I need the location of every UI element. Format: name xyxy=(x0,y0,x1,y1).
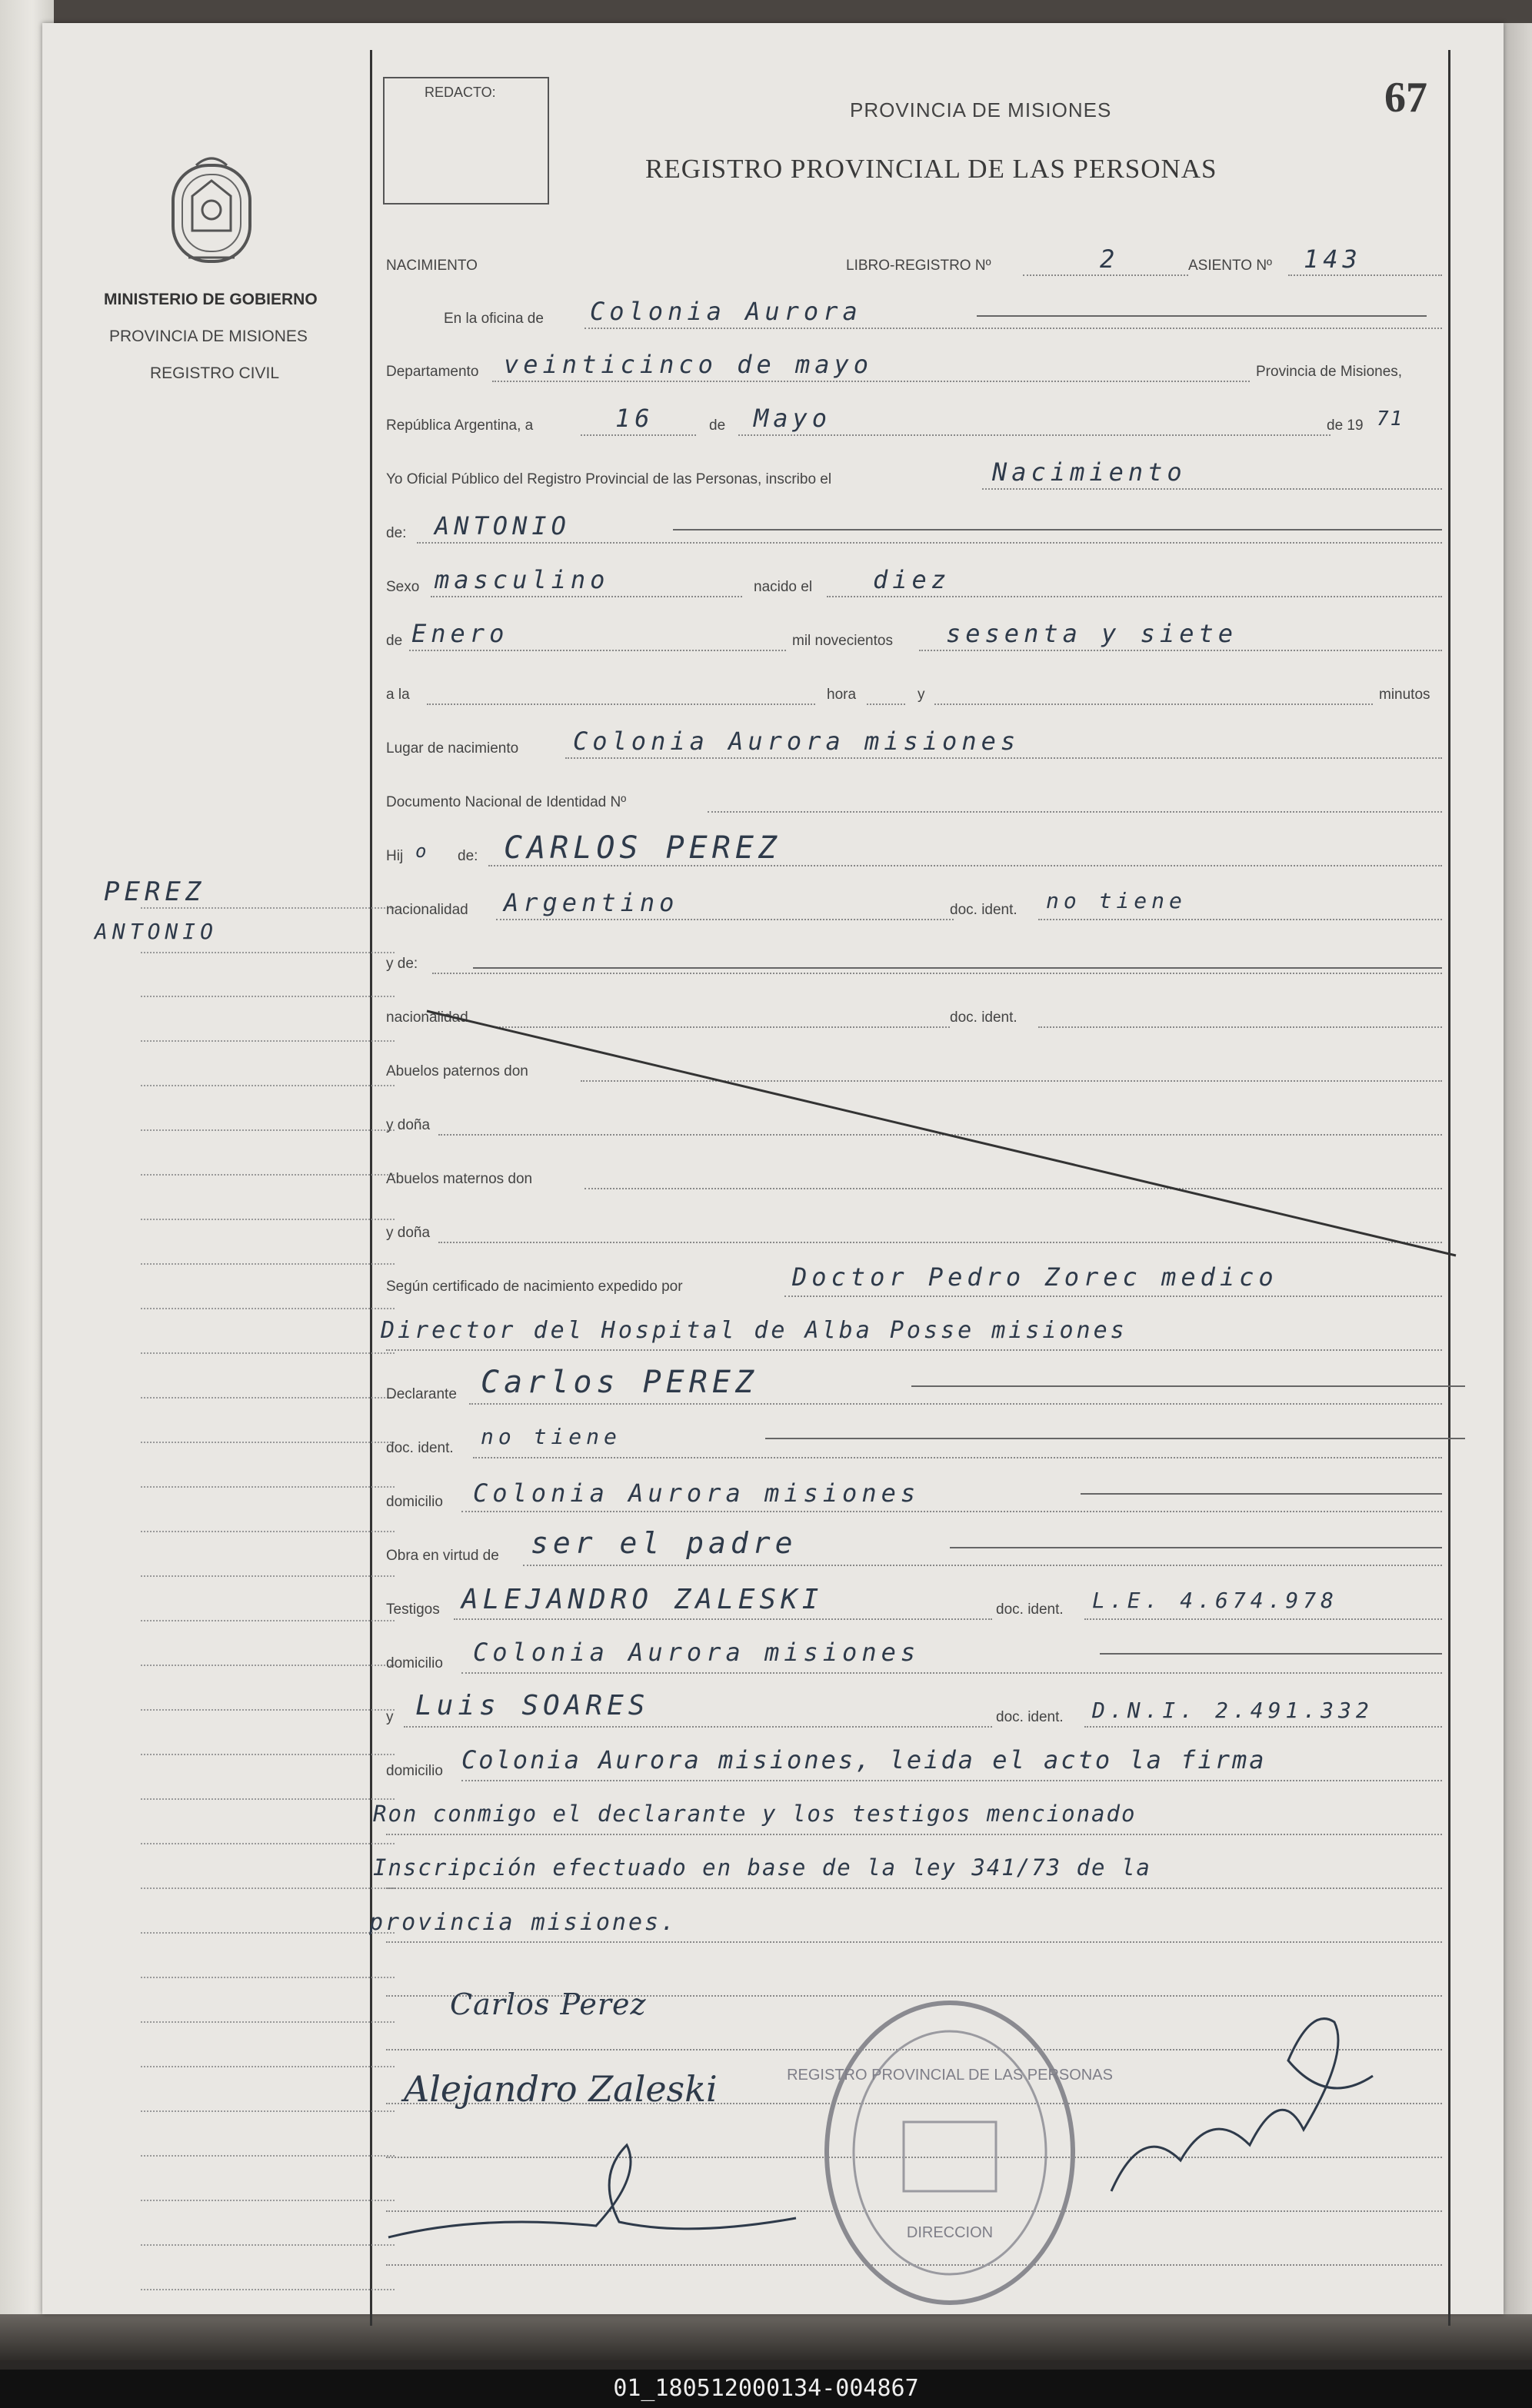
testigo1-doc-dotline xyxy=(1084,1618,1442,1620)
domicilio3-label: domicilio xyxy=(386,1763,443,1779)
document-sheet xyxy=(42,23,1504,2314)
departamento-value: veinticinco de mayo xyxy=(504,350,874,379)
signature-scribble xyxy=(365,2130,842,2268)
padre-nacionalidad-value: Argentino xyxy=(504,888,679,917)
top-shadow xyxy=(0,0,1532,23)
testigo1-dotline xyxy=(454,1618,992,1620)
stamp-text: REGISTRO PROVINCIAL DE LAS PERSONAS xyxy=(787,2067,1113,2084)
obra-rule xyxy=(950,1547,1442,1548)
nacido-dia-value: diez xyxy=(873,565,951,594)
mes-value: Mayo xyxy=(754,404,832,433)
republica-label: República Argentina, a xyxy=(386,417,534,434)
domicilio-line2: Ron conmigo el declarante y los testigos mencionado xyxy=(373,1801,1137,1827)
domicilio3-dotline-3 xyxy=(386,1887,1442,1889)
page-title: REGISTRO PROVINCIAL DE LAS PERSONAS xyxy=(645,154,1217,184)
de-label: de xyxy=(709,417,726,434)
domicilio1-dotline xyxy=(461,1511,1442,1512)
domicilio1-rule xyxy=(1081,1493,1442,1495)
nacionalidad-label: nacionalidad xyxy=(386,902,468,918)
asiento-number: 143 xyxy=(1304,244,1362,274)
image-id-footer: 01_180512000134-004867 xyxy=(0,2370,1532,2408)
certificado-value: Doctor Pedro Zorec medico xyxy=(792,1262,1278,1292)
libro-registro-label: LIBRO-REGISTRO Nº xyxy=(846,258,991,274)
dni-label: Documento Nacional de Identidad Nº xyxy=(386,794,627,810)
official-stamp xyxy=(787,1991,1113,2314)
certificado-line2: Director del Hospital de Alba Posse misiones xyxy=(381,1317,1127,1344)
domicilio2-rule xyxy=(1100,1653,1442,1655)
abuelos-maternos-label: Abuelos maternos don xyxy=(386,1171,533,1187)
testigo1-doc-value: L.E. 4.674.978 xyxy=(1092,1588,1339,1613)
declarante-rule xyxy=(911,1385,1465,1387)
ministry-title: MINISTERIO DE GOBIERNO xyxy=(104,291,318,308)
testigo2-value: Luis SOARES xyxy=(415,1690,650,1721)
certificado-dotline-2 xyxy=(386,1349,1442,1351)
official-signature xyxy=(1096,1991,1388,2222)
obra-dotline xyxy=(523,1565,1442,1566)
hij-label: Hij xyxy=(386,848,404,864)
padre-doc-value: no tiene xyxy=(1046,888,1187,913)
segun-certificado-label: Según certificado de nacimiento expedido por xyxy=(386,1279,683,1295)
declarante-value: Carlos PEREZ xyxy=(481,1365,758,1400)
anio-value: 71 xyxy=(1377,407,1404,431)
testigo2-doc-value: D.N.I. 2.491.332 xyxy=(1092,1698,1374,1723)
abuelos-paternos-label: Abuelos paternos don xyxy=(386,1063,528,1079)
lugar-label: Lugar de nacimiento xyxy=(386,740,519,757)
hij-suffix: o xyxy=(415,840,431,862)
yo-oficial-label: Yo Oficial Público del Registro Provincial de las Personas, inscribo el xyxy=(386,471,832,487)
oficina-value: Colonia Aurora xyxy=(590,297,862,326)
domicilio1-label: domicilio xyxy=(386,1494,443,1510)
domicilio2-dotline xyxy=(461,1672,1442,1674)
sexo-label: Sexo xyxy=(386,579,420,595)
declarante-label: Declarante xyxy=(386,1386,457,1402)
testigo2-doc-dotline xyxy=(1084,1726,1442,1728)
nacido-anio-value: sesenta y siete xyxy=(946,619,1237,648)
obra-value: ser el padre xyxy=(531,1526,798,1560)
nombre-value: ANTONIO xyxy=(435,511,571,540)
signature-alejandro-zaleski: Alejandro Zaleski xyxy=(404,2068,718,2110)
doc-ident2-label: doc. ident. xyxy=(950,1009,1017,1026)
redacto-label: REDACTO: xyxy=(425,85,496,100)
testigo1-domicilio-value: Colonia Aurora misiones xyxy=(473,1638,921,1667)
hora-label: hora xyxy=(827,687,857,703)
obra-en-virtud-label: Obra en virtud de xyxy=(386,1548,499,1564)
nacido-mes-value: Enero xyxy=(411,619,509,648)
domicilio3-dotline xyxy=(461,1780,1442,1781)
stamp-inner-text: DIRECCION xyxy=(906,2224,994,2241)
declarante-domicilio-value: Colonia Aurora misiones xyxy=(473,1478,921,1508)
de-anio-label: de 19 xyxy=(1327,417,1364,434)
declarante-dotline xyxy=(469,1403,1442,1405)
doc-ident3-label: doc. ident. xyxy=(386,1440,454,1456)
hij-de-label: de: xyxy=(458,848,478,864)
right-page-edge xyxy=(1504,23,1532,2337)
signature-carlos-perez: Carlos Perez xyxy=(450,1987,647,2021)
page-number: 67 xyxy=(1384,74,1427,121)
bottom-shadow xyxy=(0,2314,1532,2360)
domicilio3-dotline-4 xyxy=(386,1941,1442,1943)
de-mes-label: de xyxy=(386,633,403,649)
domicilio-line4: provincia misiones. xyxy=(369,1909,678,1936)
province-header: PROVINCIA DE MISIONES xyxy=(850,98,1112,121)
sidebar-office: REGISTRO CIVIL xyxy=(150,364,280,382)
testigo2-dotline xyxy=(404,1726,992,1728)
asiento-label: ASIENTO Nº xyxy=(1188,258,1272,274)
sidebar-province: PROVINCIA DE MISIONES xyxy=(109,328,308,345)
domicilio-line1: Colonia Aurora misiones, leida el acto la firma xyxy=(461,1745,1267,1774)
padre-value: CARLOS PEREZ xyxy=(504,830,781,866)
testigos-label: Testigos xyxy=(386,1601,440,1618)
doc-ident4-label: doc. ident. xyxy=(996,1601,1064,1618)
sidebar-surname: PEREZ xyxy=(104,876,206,907)
domicilio-line3: Inscripción efectuado en base de la ley 341/73 de la xyxy=(373,1854,1151,1881)
a-la-label: a la xyxy=(386,687,410,703)
nacimiento-label: NACIMIENTO xyxy=(386,258,478,274)
doc-ident-label: doc. ident. xyxy=(950,902,1017,918)
domicilio3-dotline-2 xyxy=(386,1834,1442,1835)
sidebar-given-name: ANTONIO xyxy=(95,919,218,944)
de-nombre-label: de: xyxy=(386,525,407,541)
libro-number: 2 xyxy=(1100,244,1120,274)
declarante-doc-rule xyxy=(765,1438,1465,1439)
nacido-el-label: nacido el xyxy=(754,579,813,595)
y2-label: y xyxy=(386,1709,394,1725)
mil-novecientos-label: mil novecientos xyxy=(792,633,893,649)
y-dona1-label: y doña xyxy=(386,1117,431,1133)
domicilio2-label: domicilio xyxy=(386,1655,443,1671)
dia-value: 16 xyxy=(615,404,654,433)
y-de-label: y de: xyxy=(386,956,418,972)
y-dona2-label: y doña xyxy=(386,1225,431,1241)
sexo-value: masculino xyxy=(435,565,610,594)
departamento-label: Departamento xyxy=(386,364,479,380)
y-label: y xyxy=(918,687,925,703)
declarante-doc-value: no tiene xyxy=(481,1424,621,1449)
oficina-label: En la oficina de xyxy=(444,311,544,327)
minutos-label: minutos xyxy=(1379,687,1430,703)
certificado-dotline xyxy=(784,1295,1442,1297)
nacionalidad2-label: nacionalidad xyxy=(386,1009,468,1026)
doc-ident5-label: doc. ident. xyxy=(996,1709,1064,1725)
provincia-misiones-label: Provincia de Misiones, xyxy=(1256,364,1403,380)
acto-value: Nacimiento xyxy=(992,457,1187,487)
lugar-value: Colonia Aurora misiones xyxy=(573,727,1021,756)
declarante-doc-dotline xyxy=(473,1457,1442,1458)
cancel-diagonal xyxy=(42,23,1504,2314)
testigo1-value: ALEJANDRO ZALESKI xyxy=(461,1584,824,1615)
